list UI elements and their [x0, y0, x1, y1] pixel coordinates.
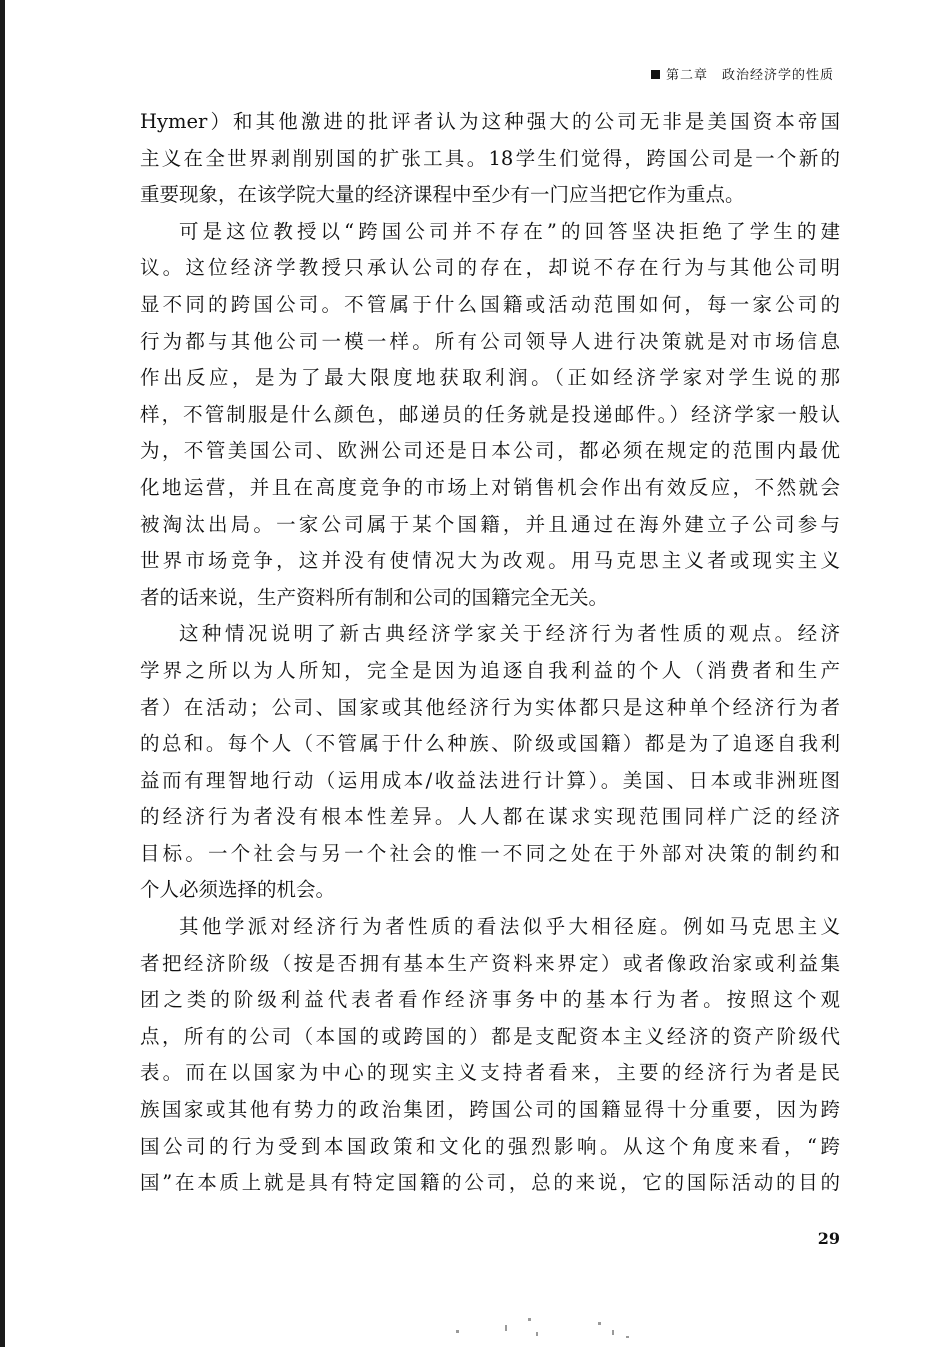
scan-speck — [598, 1322, 601, 1325]
text-line: 行为都与其他公司一模一样。所有公司领导人进行决策就是对市场信息 — [140, 329, 840, 353]
paragraph — [140, 104, 840, 214]
text-line: 被淘汰出局。一家公司属于某个国籍，并且通过在海外建立子公司参与 — [140, 512, 840, 536]
text-line: 族国家或其他有势力的政治集团，跨国公司的国籍显得十分重要，因为跨 — [140, 1098, 840, 1122]
scan-speck — [456, 1330, 459, 1333]
scan-speck — [505, 1325, 507, 1331]
text-line: 的总和。每个人（不管属于什么种族、阶级或国籍）都是为了追逐自我利 — [140, 732, 840, 756]
text-line: 者）在活动；公司、国家或其他经济行为实体都只是这种单个经济行为者 — [140, 695, 840, 719]
page-left-border — [0, 0, 5, 1347]
text-line: 学界之所以为人所知，完全是因为追逐自我利益的个人（消费者和生产 — [140, 658, 840, 682]
header-title: 政治经济学的性质 — [721, 68, 834, 83]
text-line: 益而有理智地行动（运用成本/收益法进行计算）。美国、日本或非洲班图 — [140, 768, 840, 792]
scan-speck — [536, 1332, 538, 1336]
text-line: 可是这位教授以“跨国公司并不存在”的回答坚决拒绝了学生的建 — [179, 219, 840, 243]
text-line: 重要现象，在该学院大量的经济课程中至少有一门应当把它作为重点。 — [140, 183, 745, 207]
paragraph — [140, 909, 840, 1202]
text-line: 化地运营，并且在高度竞争的市场上对销售机会作出有效反应，不然就会 — [140, 475, 840, 499]
text-line: 主义在全世界剥削别国的扩张工具。18学生们觉得，跨国公司是一个新的 — [140, 146, 840, 170]
text-line: 的经济行为者没有根本性差异。人人都在谋求实现范围同样广泛的经济 — [140, 805, 840, 829]
text-line: 这种情况说明了新古典经济学家关于经济行为者性质的观点。经济 — [179, 622, 840, 646]
text-line: 为，不管美国公司、欧洲公司还是日本公司，都必须在规定的范围内最优 — [140, 439, 840, 463]
text-line: 国”在本质上就是具有特定国籍的公司，总的来说，它的国际活动的目的 — [140, 1171, 840, 1195]
paragraph — [140, 616, 840, 909]
text-line: 议。这位经济学教授只承认公司的存在，却说不存在行为与其他公司明 — [140, 256, 840, 280]
scan-speck — [626, 1336, 629, 1338]
text-line: Hymer）和其他激进的批评者认为这种强大的公司无非是美国资本帝国 — [140, 110, 840, 133]
running-header — [651, 64, 834, 83]
text-line: 世界市场竞争，这并没有使情况大为改观。用马克思主义者或现实主义 — [140, 549, 840, 573]
text-line: 作出反应，是为了最大限度地获取利润。（正如经济学家对学生说的那 — [140, 366, 840, 390]
header-square-icon — [651, 70, 660, 79]
text-line: 者的话来说，生产资料所有制和公司的国籍完全无关。 — [140, 585, 609, 609]
page-number: 29 — [817, 1229, 840, 1248]
scan-speck — [612, 1330, 614, 1335]
text-line: 目标。一个社会与另一个社会的惟一不同之处在于外部对决策的制约和 — [140, 841, 840, 865]
header-chapter: 第二章 — [665, 68, 708, 83]
text-line: 点，所有的公司（本国的或跨国的）都是支配资本主义经济的资产阶级代 — [140, 1024, 840, 1048]
text-line: 团之类的阶级利益代表者看作经济事务中的基本行为者。按照这个观 — [140, 988, 840, 1012]
text-line: 者把经济阶级（按是否拥有基本生产资料来界定）或者像政治家或利益集 — [140, 951, 840, 975]
body-text — [140, 104, 840, 1202]
paragraph — [140, 214, 840, 617]
text-line: 表。而在以国家为中心的现实主义支持者看来，主要的经济行为者是民 — [140, 1061, 840, 1085]
text-line: 国公司的行为受到本国政策和文化的强烈影响。从这个角度来看，“跨 — [140, 1134, 840, 1158]
text-line: 个人必须选择的机会。 — [140, 878, 336, 902]
scan-speck — [528, 1318, 531, 1321]
text-line: 样，不管制服是什么颜色，邮递员的任务就是投递邮件。）经济学家一般认 — [140, 402, 840, 426]
text-line: 显不同的跨国公司。不管属于什么国籍或活动范围如何，每一家公司的 — [140, 292, 840, 316]
text-line: 其他学派对经济行为者性质的看法似乎大相径庭。例如马克思主义 — [179, 915, 840, 939]
